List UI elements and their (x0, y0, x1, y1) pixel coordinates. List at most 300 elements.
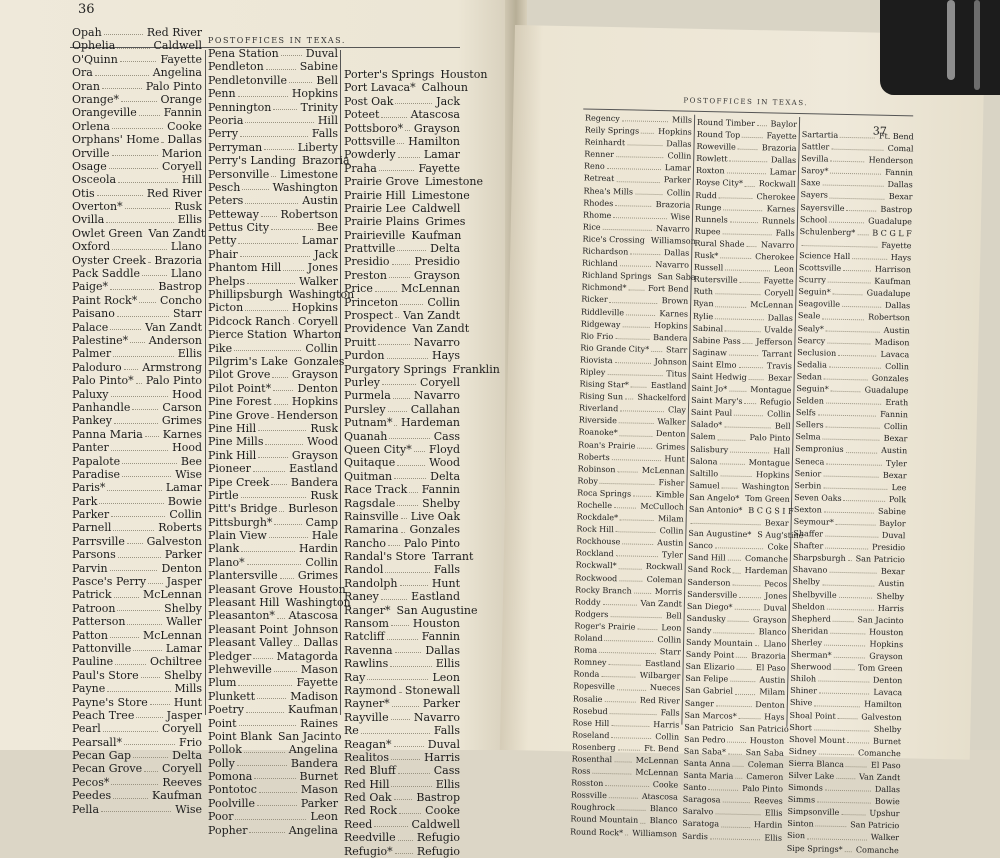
leader-dots (836, 517, 876, 526)
leader-dots (117, 39, 149, 48)
postoffice-name: Round Timber (697, 117, 755, 130)
postoffice-name: Osage (72, 160, 107, 173)
postoffice-name: Retreat (584, 173, 615, 186)
county-name: Bell (664, 610, 682, 622)
postoffice-entry (72, 428, 202, 441)
county-name: Lavaca (871, 687, 902, 700)
postoffice-entry (208, 690, 338, 703)
postoffice-entry (208, 301, 338, 314)
postoffice-entry (72, 361, 202, 374)
county-name: Starr (658, 646, 681, 659)
county-name: Mills (173, 682, 202, 695)
postoffice-entry (344, 296, 460, 309)
postoffice-entry (72, 26, 202, 39)
postoffice-name: Prairie Plains (344, 215, 419, 228)
postoffice-name: Sheridan (791, 625, 828, 638)
county-name: Hardin (297, 542, 338, 555)
county-name: Grayson (867, 651, 903, 664)
postoffice-name: Prairieville (344, 229, 405, 242)
leader-dots (388, 537, 400, 546)
leader-dots (627, 138, 662, 147)
leader-dots (112, 120, 163, 129)
postoffice-name: Pursley (344, 403, 386, 416)
leader-dots (634, 585, 651, 593)
leader-dots (120, 53, 157, 62)
postoffice-name: Sedan (797, 371, 823, 384)
leader-dots (617, 803, 646, 812)
postoffice-entry (208, 583, 338, 596)
leader-dots (745, 178, 755, 186)
county-name: Parker (662, 175, 691, 188)
leader-dots (826, 323, 880, 332)
postoffice-name: Randal's Store (344, 550, 426, 563)
county-name: Lamar (164, 481, 202, 494)
county-name: Hays (430, 349, 460, 362)
county-name: Pecos (762, 578, 787, 591)
postoffice-name: Shiner (790, 685, 817, 698)
leader-dots (414, 443, 425, 452)
leader-dots (625, 392, 634, 400)
postoffice-name: Rocky Branch (575, 584, 632, 597)
leader-dots (620, 404, 664, 413)
leader-dots (261, 208, 277, 217)
county-name: Navarro (412, 389, 460, 402)
leader-dots (847, 735, 869, 744)
leader-dots (836, 771, 855, 779)
county-name: Palo Pinto (144, 374, 202, 387)
county-name: Llano (761, 638, 786, 651)
postoffice-entry (344, 242, 460, 255)
leader-dots (114, 414, 158, 423)
postoffice-name: San Marcos* (684, 709, 736, 722)
county-name: Mason (299, 663, 338, 676)
county-name: Stonewall (403, 684, 460, 697)
county-name: Lamar (422, 148, 460, 161)
county-name: Fayette (879, 240, 911, 253)
postoffice-entry (72, 267, 202, 280)
leader-dots (237, 757, 287, 766)
postoffice-entry (72, 321, 202, 334)
postoffice-name: Roma (574, 644, 597, 657)
postoffice-name: Rising Sun (579, 391, 623, 404)
postoffice-name: Salisbury (690, 443, 728, 456)
leader-dots (827, 335, 871, 344)
postoffice-name: Pontotoc (208, 783, 257, 796)
postoffice-name: Orange* (72, 93, 119, 106)
county-name: Milam (656, 513, 684, 526)
leader-dots (715, 807, 761, 816)
postoffice-name: Rosebud (573, 705, 608, 718)
postoffice-entry (344, 671, 460, 684)
leader-dots (132, 401, 158, 410)
county-name: Dallas (766, 312, 793, 325)
postoffice-entry (208, 74, 338, 87)
county-name: San Augustine (395, 604, 478, 617)
county-name: Galveston (859, 711, 902, 724)
leader-dots (749, 372, 764, 380)
postoffice-entry (72, 66, 202, 79)
county-name: Johnson (292, 623, 339, 636)
leader-dots (840, 130, 875, 139)
leader-dots (391, 751, 420, 760)
postoffice-entry (344, 657, 460, 670)
column-left-1 (72, 26, 202, 816)
leader-dots (747, 239, 757, 247)
postoffice-entry (72, 789, 202, 802)
county-name: Navarro (653, 259, 689, 272)
postoffice-name: Salona (690, 455, 718, 468)
postoffice-name: Roan's Prairie (578, 439, 636, 452)
postoffice-name: Putnam* (344, 416, 392, 429)
county-name: Shelby (162, 602, 202, 615)
county-name: Hood (170, 441, 202, 454)
leader-dots (102, 80, 142, 89)
leader-dots (245, 194, 298, 203)
postoffice-name: Reedville (344, 831, 396, 844)
county-name: Kaufman (409, 229, 461, 242)
postoffice-entry (72, 200, 202, 213)
postoffice-name: Rose Hill (572, 717, 609, 730)
postoffice-name: Ray (344, 671, 365, 684)
postoffice-entry (72, 562, 202, 575)
postoffice-name: Salado* (691, 419, 723, 432)
county-name: Titus (664, 368, 687, 381)
county-name: Hopkins (867, 638, 903, 651)
leader-dots (611, 718, 649, 727)
postoffice-entry (72, 39, 202, 52)
postoffice-name: Randolph (344, 577, 398, 590)
leader-dots (617, 682, 646, 691)
postoffice-name: Providence (344, 322, 406, 335)
postoffice-name: Selfs (796, 407, 816, 420)
county-name: Hill (180, 173, 202, 186)
postoffice-name: Park (72, 495, 97, 508)
postoffice-name: Saint Paul (691, 407, 732, 420)
postoffice-entry (344, 523, 460, 536)
county-name: Austin (655, 537, 683, 550)
county-name: Burnet (871, 735, 901, 748)
postoffice-name: Pine Grove (208, 409, 269, 422)
postoffice-name: San Angelo* (689, 492, 739, 505)
leader-dots (825, 529, 878, 538)
postoffice-name: Payne (72, 682, 105, 695)
leader-dots (379, 162, 415, 171)
county-name: Bell (773, 421, 791, 433)
leader-dots (398, 831, 413, 840)
postoffice-name: Pike (208, 342, 232, 355)
postoffice-entry (208, 114, 338, 127)
postoffice-entry (344, 81, 460, 94)
leader-dots (241, 542, 295, 551)
postoffice-name: San Pedro (684, 733, 726, 746)
leader-dots (242, 181, 268, 190)
county-name: Cass (432, 764, 460, 777)
county-name: Wise (173, 803, 202, 816)
county-name: McLennan (748, 299, 793, 312)
leader-dots (133, 642, 162, 651)
county-name: Dallas (662, 247, 689, 260)
leader-dots (264, 141, 293, 150)
leader-dots (104, 26, 143, 35)
leader-dots (399, 684, 401, 693)
leader-dots (107, 682, 170, 691)
postoffice-name: Pottsville (344, 135, 395, 148)
postoffice-name: Price (344, 282, 373, 295)
postoffice-entry (344, 751, 460, 764)
leader-dots (814, 698, 860, 707)
leader-dots (622, 319, 650, 328)
county-name: Shelby (874, 590, 904, 603)
county-name: Coryell (418, 376, 460, 389)
postoffice-entry (72, 213, 202, 226)
leader-dots (735, 686, 756, 695)
postoffice-name: Shafter (793, 540, 823, 553)
postoffice-name: Paris* (72, 481, 105, 494)
postoffice-name: Sandy (686, 625, 711, 638)
postoffice-entry (344, 255, 460, 268)
postoffice-name: Red Oak (344, 791, 392, 804)
county-name: Blanco (648, 815, 678, 828)
county-name: Washington (287, 288, 354, 301)
county-name: Cherokee (753, 251, 794, 264)
leader-dots (847, 203, 877, 212)
county-name: Karnes (161, 428, 202, 441)
postoffice-name: Oxford (72, 240, 110, 253)
county-name: Collin (303, 556, 338, 569)
leader-dots (737, 662, 752, 670)
postoffice-name: Ragsdale (344, 497, 395, 510)
leader-dots (630, 246, 660, 255)
leader-dots (382, 376, 416, 385)
leader-dots (826, 396, 882, 405)
county-name: El Paso (869, 759, 901, 772)
postoffice-entry (208, 569, 338, 582)
leader-dots (113, 521, 154, 530)
postoffice-entry (208, 101, 338, 114)
county-name: Limestone (423, 175, 483, 188)
leader-dots (728, 746, 742, 754)
postoffice-name: Rockdale* (577, 511, 619, 524)
postoffice-name: Ridgeway (581, 318, 621, 331)
leader-dots (715, 299, 746, 308)
postoffice-name: Sandusky (686, 613, 725, 626)
county-name: Fannin (420, 630, 460, 643)
county-name: Rusk (308, 422, 338, 435)
postoffice-entry (208, 382, 338, 395)
county-name: Grayson (290, 449, 338, 462)
postoffice-name: Ransom (344, 617, 389, 630)
leader-dots (691, 516, 761, 526)
postoffice-name: Purmela (344, 389, 391, 402)
leader-dots (818, 674, 869, 683)
county-name: Ft. Bend (642, 743, 679, 756)
leader-dots (387, 630, 418, 639)
leader-dots (130, 334, 145, 343)
leader-dots (293, 315, 294, 324)
county-name: Kaufman (286, 703, 338, 716)
postoffice-name: Pecan Gap (72, 749, 131, 762)
leader-dots (728, 613, 749, 622)
county-name: Henderson (275, 409, 338, 422)
county-name: Brazoria (653, 199, 690, 212)
postoffice-entry (344, 309, 460, 322)
county-name: Fannin (420, 483, 460, 496)
postoffice-name: Saint Mary's (691, 395, 743, 408)
leader-dots (827, 601, 874, 610)
postoffice-name: Rice's Crossing (582, 233, 645, 246)
county-name: Rusk (308, 489, 338, 502)
postoffice-name: San Antonio* (689, 504, 743, 517)
postoffice-name: Port Lavaca* (344, 81, 416, 94)
postoffice-name: Pine Hill (208, 422, 256, 435)
postoffice-entry (344, 215, 460, 228)
county-name: Galveston (145, 535, 202, 548)
postoffice-name: Runge (695, 201, 721, 214)
postoffice-entry (72, 240, 202, 253)
county-name: Ellis (763, 808, 783, 821)
leader-dots (842, 299, 881, 308)
postoffice-name: Rowlett (696, 153, 728, 166)
postoffice-entry (208, 435, 338, 448)
postoffice-name: Rochelle (577, 499, 612, 512)
postoffice-entry (72, 334, 202, 347)
county-name: Montague (747, 457, 790, 470)
county-name: Eastland (649, 380, 687, 393)
county-name: Cherokee (754, 191, 795, 204)
postoffice-name: Pilot Grove (208, 368, 270, 381)
county-name: Bexar (766, 372, 792, 385)
leader-dots (239, 717, 297, 726)
postoffice-name: Rudd (695, 189, 717, 202)
postoffice-name: San Elizario (685, 661, 734, 674)
leader-dots (111, 776, 158, 785)
postoffice-name: Shaffer (793, 528, 823, 541)
postoffice-name: Phelps (208, 275, 245, 288)
county-name: Duval (426, 738, 460, 751)
county-name: Hamilton (406, 135, 460, 148)
leader-dots (400, 296, 423, 305)
postoffice-name: Sheldon (792, 601, 825, 614)
county-name: Llano (169, 267, 202, 280)
county-name: Falls (432, 563, 460, 576)
postoffice-name: Powderly (344, 148, 396, 161)
postoffice-entry (344, 563, 460, 576)
postoffice-name: Seven Oaks (794, 492, 842, 505)
postoffice-name: Sellers (796, 419, 824, 432)
leader-dots (635, 186, 663, 195)
leader-dots (391, 778, 431, 787)
leader-dots (724, 420, 771, 429)
postoffice-name: Red Hill (344, 778, 389, 791)
leader-dots (258, 422, 306, 431)
county-name: Red River (638, 694, 680, 707)
postoffice-name: Regency (585, 112, 620, 125)
postoffice-name: Pettus City (208, 221, 269, 234)
county-name: Falls (432, 724, 460, 737)
postoffice-name: San Gabriel (685, 685, 733, 698)
postoffice-entry (344, 269, 460, 282)
county-name: Calhoun (420, 81, 468, 94)
county-name: Dallas (883, 300, 910, 313)
postoffice-entry (72, 749, 202, 762)
postoffice-name: Santo (683, 782, 707, 795)
county-name: Hunt (430, 577, 460, 590)
postoffice-entry (208, 516, 338, 529)
leader-dots (378, 336, 410, 345)
postoffice-name: Patrick (72, 588, 112, 601)
county-name: B C G L F (870, 227, 912, 240)
county-name: Dallas (165, 133, 202, 146)
county-name: Walker (655, 416, 686, 429)
postoffice-name: Orangeville (72, 106, 137, 119)
leader-dots (732, 577, 760, 586)
page-number-right: 37 (873, 125, 887, 138)
postoffice-name: Roca Springs (577, 487, 631, 500)
postoffice-name: Richland Springs (582, 270, 652, 284)
postoffice-name: Paradise (72, 468, 120, 481)
postoffice-name: Presidio (344, 255, 390, 268)
county-name: Leon (772, 264, 794, 277)
postoffice-entry (72, 762, 202, 775)
postoffice-entry (344, 804, 460, 817)
postoffice-entry (344, 617, 460, 630)
postoffice-entry (344, 483, 460, 496)
postoffice-name: Parker (72, 508, 109, 521)
postoffice-name: Scottsville (799, 262, 841, 275)
postoffice-name: Picton (208, 301, 243, 314)
leader-dots (107, 481, 161, 490)
postoffice-name: Saragosa (683, 794, 721, 807)
leader-dots (394, 470, 426, 479)
postoffice-entry (208, 288, 338, 301)
leader-dots (838, 710, 858, 719)
leader-dots (620, 512, 654, 521)
postoffice-name: Plano* (208, 556, 245, 569)
postoffice-name: Pine Forest (208, 395, 272, 408)
postoffice-entry (208, 234, 338, 247)
postoffice-name: Red Bluff (344, 764, 396, 777)
leader-dots (97, 187, 143, 196)
leader-dots (111, 388, 169, 397)
postoffice-name: Rhome (583, 209, 612, 222)
postoffice-name: Saroy* (801, 165, 829, 178)
postoffice-entry (72, 508, 202, 521)
postoffice-name: Sanger (685, 697, 714, 710)
county-name: Brazoria (749, 650, 786, 663)
leader-dots (397, 456, 425, 465)
postoffice-entry (208, 221, 338, 234)
leader-dots (385, 563, 430, 572)
county-name: Tom Green (743, 493, 790, 506)
leader-dots (833, 662, 854, 671)
postoffice-name: Rosston (571, 777, 603, 790)
county-name: Camp (304, 516, 338, 529)
leader-dots (614, 754, 632, 762)
postoffice-name: Shiloh (790, 673, 816, 686)
leader-dots (389, 430, 429, 439)
county-name: Bastrop (878, 203, 912, 216)
postoffice-name: Simms (788, 794, 816, 807)
county-name: Ellis (176, 213, 202, 226)
leader-dots (608, 657, 641, 666)
county-name: Dallas (769, 155, 796, 168)
county-name: Shelby (872, 723, 902, 736)
county-name: Van Zandt (638, 597, 682, 610)
leader-dots (281, 47, 302, 56)
postoffice-name: Roxton (696, 165, 725, 178)
county-name: Franklin (450, 363, 499, 376)
postoffice-name: Richardson (582, 245, 628, 258)
